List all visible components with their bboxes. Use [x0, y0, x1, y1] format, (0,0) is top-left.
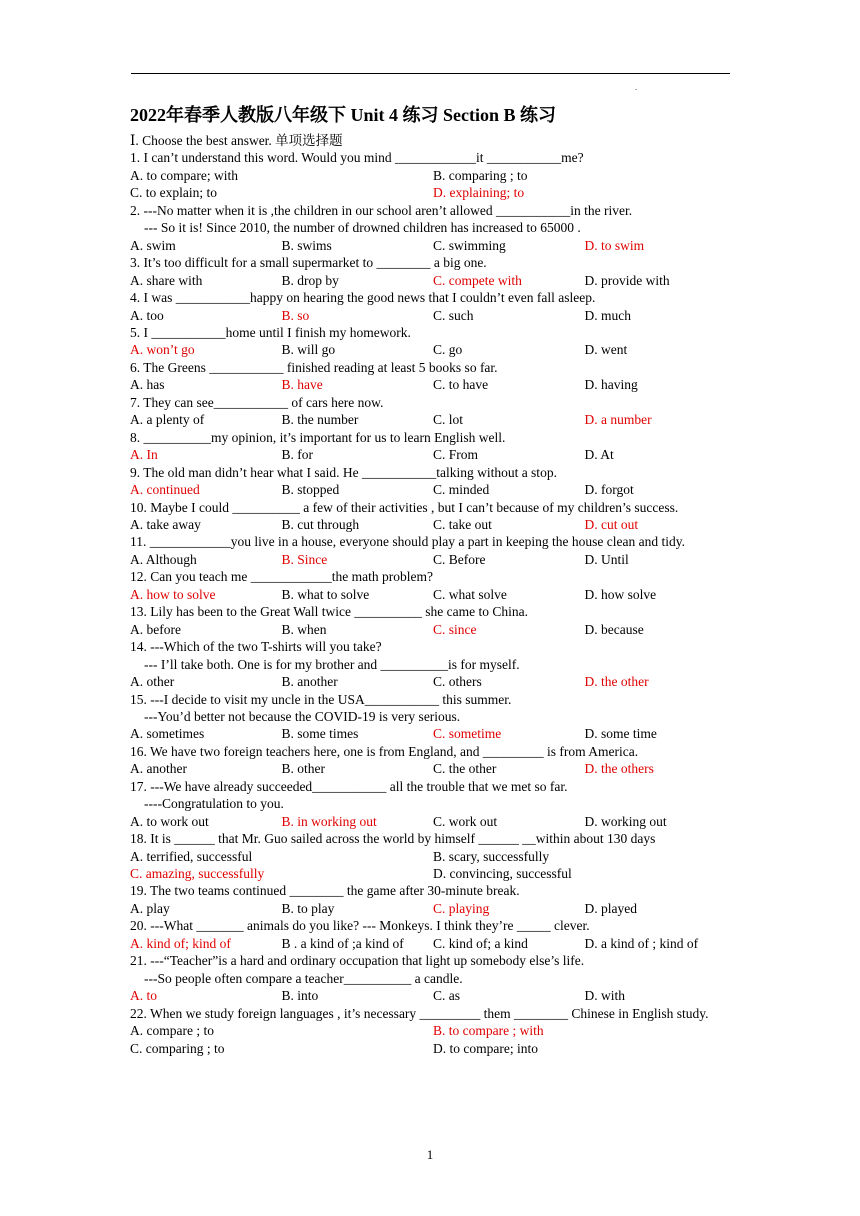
question-item: [130, 464, 732, 499]
answer-option: B. comparing ; to: [433, 167, 528, 183]
answer-option: D. having: [584, 377, 638, 393]
options-row: [130, 760, 732, 777]
question-item: [130, 289, 732, 324]
answer-option: D. Until: [584, 551, 629, 567]
question-stem: 5. I ___________home until I finish my homework.: [130, 324, 411, 340]
answer-option: D. convincing, successful: [433, 866, 572, 882]
options-row: [130, 848, 732, 865]
answer-option: B. when: [281, 621, 327, 637]
answer-option: C. swimming: [433, 237, 506, 253]
answer-option: C. comparing ; to: [130, 1040, 225, 1056]
question-stem: 19. The two teams continued ________ the game after 30-minute break.: [130, 883, 520, 899]
answer-option: D. At: [584, 447, 614, 463]
question-stem: 8. __________my opinion, it’s important for us to learn English well.: [130, 429, 506, 445]
question-item: [130, 638, 732, 690]
answer-option: B. other: [281, 761, 325, 777]
question-stem: 13. Lily has been to the Great Wall twice __________ she came to China.: [130, 604, 528, 620]
question-stem: 1. I can’t understand this word. Would you mind ____________it ___________me?: [130, 150, 584, 166]
document-body: [130, 104, 732, 1057]
question-item: [130, 429, 732, 464]
answer-option: B. some times: [281, 726, 359, 742]
options-row: [130, 376, 732, 393]
answer-option: C. to have: [433, 377, 489, 393]
answer-option: A. has: [130, 377, 165, 393]
options-row: [130, 987, 732, 1004]
section-heading: Ⅰ. Choose the best answer. 单项选择题: [130, 133, 343, 148]
question-stem: 9. The old man didn’t hear what I said. He ___________talking without a stop.: [130, 464, 557, 480]
options-row: [130, 411, 732, 428]
answer-option: C. lot: [433, 412, 464, 428]
answer-option: A. to work out: [130, 813, 209, 829]
question-item: [130, 882, 732, 917]
question-stem: 6. The Greens ___________ finished reading at least 5 books so far.: [130, 359, 498, 375]
answer-option: B. swims: [281, 237, 332, 253]
question-stem: 15. ---I decide to visit my uncle in the USA___________ this summer.: [130, 691, 512, 707]
answer-option-correct: A. won’t go: [130, 342, 195, 358]
question-dialogue-line: --- I’ll take both. One is for my brother and __________is for myself.: [144, 656, 520, 672]
answer-option: C. take out: [433, 516, 492, 532]
answer-option: C. to explain; to: [130, 185, 217, 201]
question-item: [130, 359, 732, 394]
answer-option: D. much: [584, 307, 631, 323]
answer-option: C. kind of; a kind: [433, 935, 528, 951]
question-stem: 18. It is ______ that Mr. Guo sailed across the world by himself ______ __within about 130 days: [130, 831, 656, 847]
question-item: [130, 743, 732, 778]
answer-option-correct: C. compete with: [433, 272, 522, 288]
options-row: [130, 865, 732, 882]
answer-option: D. provide with: [584, 272, 670, 288]
options-row: [130, 446, 732, 463]
question-dialogue-line: --- So it is! Since 2010, the number of drowned children has increased to 65000 .: [144, 220, 581, 236]
options-row: [130, 1022, 732, 1039]
answer-option-correct: B. so: [281, 307, 310, 323]
question-stem: 3. It’s too difficult for a small supermarket to ________ a big one.: [130, 255, 487, 271]
answer-option: D. some time: [584, 726, 657, 742]
options-row: [130, 307, 732, 324]
answer-option: C. go: [433, 342, 463, 358]
question-stem: 20. ---What _______ animals do you like? --- Monkeys. I think they’re _____ clever.: [130, 918, 590, 934]
answer-option: A. to compare; with: [130, 167, 238, 183]
answer-option-correct: A. continued: [130, 482, 200, 498]
answer-option: D. forgot: [584, 482, 634, 498]
answer-option: D. went: [584, 342, 628, 358]
options-row: [130, 481, 732, 498]
options-row: [130, 813, 732, 830]
answer-option: D. working out: [584, 813, 667, 829]
answer-option: B. into: [281, 988, 319, 1004]
answer-option: C. minded: [433, 482, 490, 498]
answer-option: A. take away: [130, 516, 201, 532]
question-stem: 10. Maybe I could __________ a few of their activities , but I can’t because of my children’s success.: [130, 499, 679, 515]
answer-option: A. share with: [130, 272, 203, 288]
answer-option-correct: B. Since: [281, 551, 328, 567]
options-row: [130, 935, 732, 952]
page-number: 1: [426, 1147, 434, 1162]
question-stem: 2. ---No matter when it is ,the children in our school aren’t allowed ___________in the river.: [130, 202, 633, 218]
answer-option-correct: C. sometime: [433, 726, 502, 742]
answer-option: C. as: [433, 988, 460, 1004]
answer-option: B. drop by: [281, 272, 339, 288]
question-stem: 4. I was ___________happy on hearing the good news that I couldn’t even fall asleep.: [130, 290, 596, 306]
answer-option: C. others: [433, 674, 482, 690]
question-stem: 12. Can you teach me ____________the math problem?: [130, 569, 433, 585]
question-item: [130, 533, 732, 568]
question-stem: 7. They can see___________ of cars here now.: [130, 394, 384, 410]
answer-option-correct: A. kind of; kind of: [130, 935, 231, 951]
answer-option-correct: B. in working out: [281, 813, 377, 829]
question-item: [130, 499, 732, 534]
answer-option-correct: B. have: [281, 377, 323, 393]
answer-option: C. such: [433, 307, 474, 323]
question-dialogue-line: ---So people often compare a teacher__________ a candle.: [144, 970, 463, 986]
options-row: [130, 184, 732, 201]
answer-option: C. work out: [433, 813, 498, 829]
answer-option: B. what to solve: [281, 586, 370, 602]
answer-option-correct: D. a number: [584, 412, 652, 428]
options-row: [130, 167, 732, 184]
question-item: [130, 394, 732, 429]
answer-option: B. the number: [281, 412, 359, 428]
options-row: [130, 621, 732, 638]
question-stem: 11. ____________you live in a house, everyone should play a part in keeping the house clean and tidy.: [130, 534, 685, 550]
answer-option-correct: D. cut out: [584, 516, 639, 532]
question-stem: 14. ---Which of the two T-shirts will you take?: [130, 639, 382, 655]
question-item: [130, 254, 732, 289]
answer-option: B . a kind of ;a kind of: [281, 935, 404, 951]
options-row: [130, 272, 732, 289]
question-item: [130, 778, 732, 830]
answer-option: C. From: [433, 447, 479, 463]
options-row: [130, 586, 732, 603]
question-dialogue-line: ---You’d better not because the COVID-19 is very serious.: [144, 708, 461, 724]
options-row: [130, 341, 732, 358]
answer-option: D. a kind of ; kind of: [584, 935, 699, 951]
answer-option: A. terrified, successful: [130, 848, 253, 864]
answer-option-correct: D. the other: [584, 674, 649, 690]
answer-option-correct: D. the others: [584, 761, 654, 777]
answer-option: A. swim: [130, 237, 176, 253]
answer-option: C. what solve: [433, 586, 507, 602]
options-row: [130, 673, 732, 690]
question-item: [130, 202, 732, 254]
answer-option: D. to compare; into: [433, 1040, 538, 1056]
answer-option: B. for: [281, 447, 313, 463]
question-item: [130, 603, 732, 638]
options-row: [130, 725, 732, 742]
answer-option-correct: C. amazing, successfully: [130, 866, 265, 882]
answer-option: B. another: [281, 674, 338, 690]
answer-option: B. cut through: [281, 516, 360, 532]
header-mark: .: [635, 82, 638, 92]
question-list: [130, 149, 732, 1057]
answer-option-correct: C. playing: [433, 900, 490, 916]
question-stem: 17. ---We have already succeeded___________ all the trouble that we met so far.: [130, 778, 568, 794]
answer-option: A. play: [130, 900, 170, 916]
answer-option: A. too: [130, 307, 164, 323]
question-item: [130, 324, 732, 359]
answer-option-correct: C. since: [433, 621, 477, 637]
answer-option: B. scary, successfully: [433, 848, 550, 864]
header-rule: [131, 73, 730, 74]
question-stem: 22. When we study foreign languages , it’s necessary _________ them ________ Chinese in English study.: [130, 1005, 709, 1021]
question-stem: 21. ---“Teacher”is a hard and ordinary occupation that light up somebody else’s life.: [130, 953, 585, 969]
answer-option: A. before: [130, 621, 181, 637]
question-item: [130, 830, 732, 882]
answer-option: B. to play: [281, 900, 335, 916]
question-dialogue-line: ----Congratulation to you.: [144, 796, 284, 812]
question-item: [130, 149, 732, 201]
answer-option: B. stopped: [281, 482, 340, 498]
answer-option: B. will go: [281, 342, 336, 358]
answer-option: A. a plenty of: [130, 412, 205, 428]
question-stem: 16. We have two foreign teachers here, one is from England, and _________ is from America.: [130, 743, 639, 759]
answer-option: D. with: [584, 988, 625, 1004]
answer-option: A. compare ; to: [130, 1023, 214, 1039]
answer-option: A. other: [130, 674, 175, 690]
answer-option: D. how solve: [584, 586, 657, 602]
answer-option-correct: D. explaining; to: [433, 185, 525, 201]
options-row: [130, 551, 732, 568]
answer-option-correct: B. to compare ; with: [433, 1023, 544, 1039]
options-row: [130, 237, 732, 254]
answer-option: A. Although: [130, 551, 197, 567]
question-item: [130, 1005, 732, 1057]
question-item: [130, 952, 732, 1004]
answer-option: A. sometimes: [130, 726, 205, 742]
answer-option-correct: A. how to solve: [130, 586, 216, 602]
answer-option: D. played: [584, 900, 637, 916]
answer-option: C. the other: [433, 761, 497, 777]
answer-option-correct: D. to swim: [584, 237, 645, 253]
question-item: [130, 917, 732, 952]
answer-option: C. Before: [433, 551, 486, 567]
answer-option-correct: A. to: [130, 988, 157, 1004]
answer-option: D. because: [584, 621, 644, 637]
answer-option-correct: A. In: [130, 447, 158, 463]
document-title: 2022年春季人教版八年级下 Unit 4 练习 Section B 练习: [130, 105, 557, 125]
options-row: [130, 900, 732, 917]
answer-option: A. another: [130, 761, 187, 777]
question-item: [130, 568, 732, 603]
options-row: [130, 1040, 732, 1057]
options-row: [130, 516, 732, 533]
question-item: [130, 691, 732, 743]
